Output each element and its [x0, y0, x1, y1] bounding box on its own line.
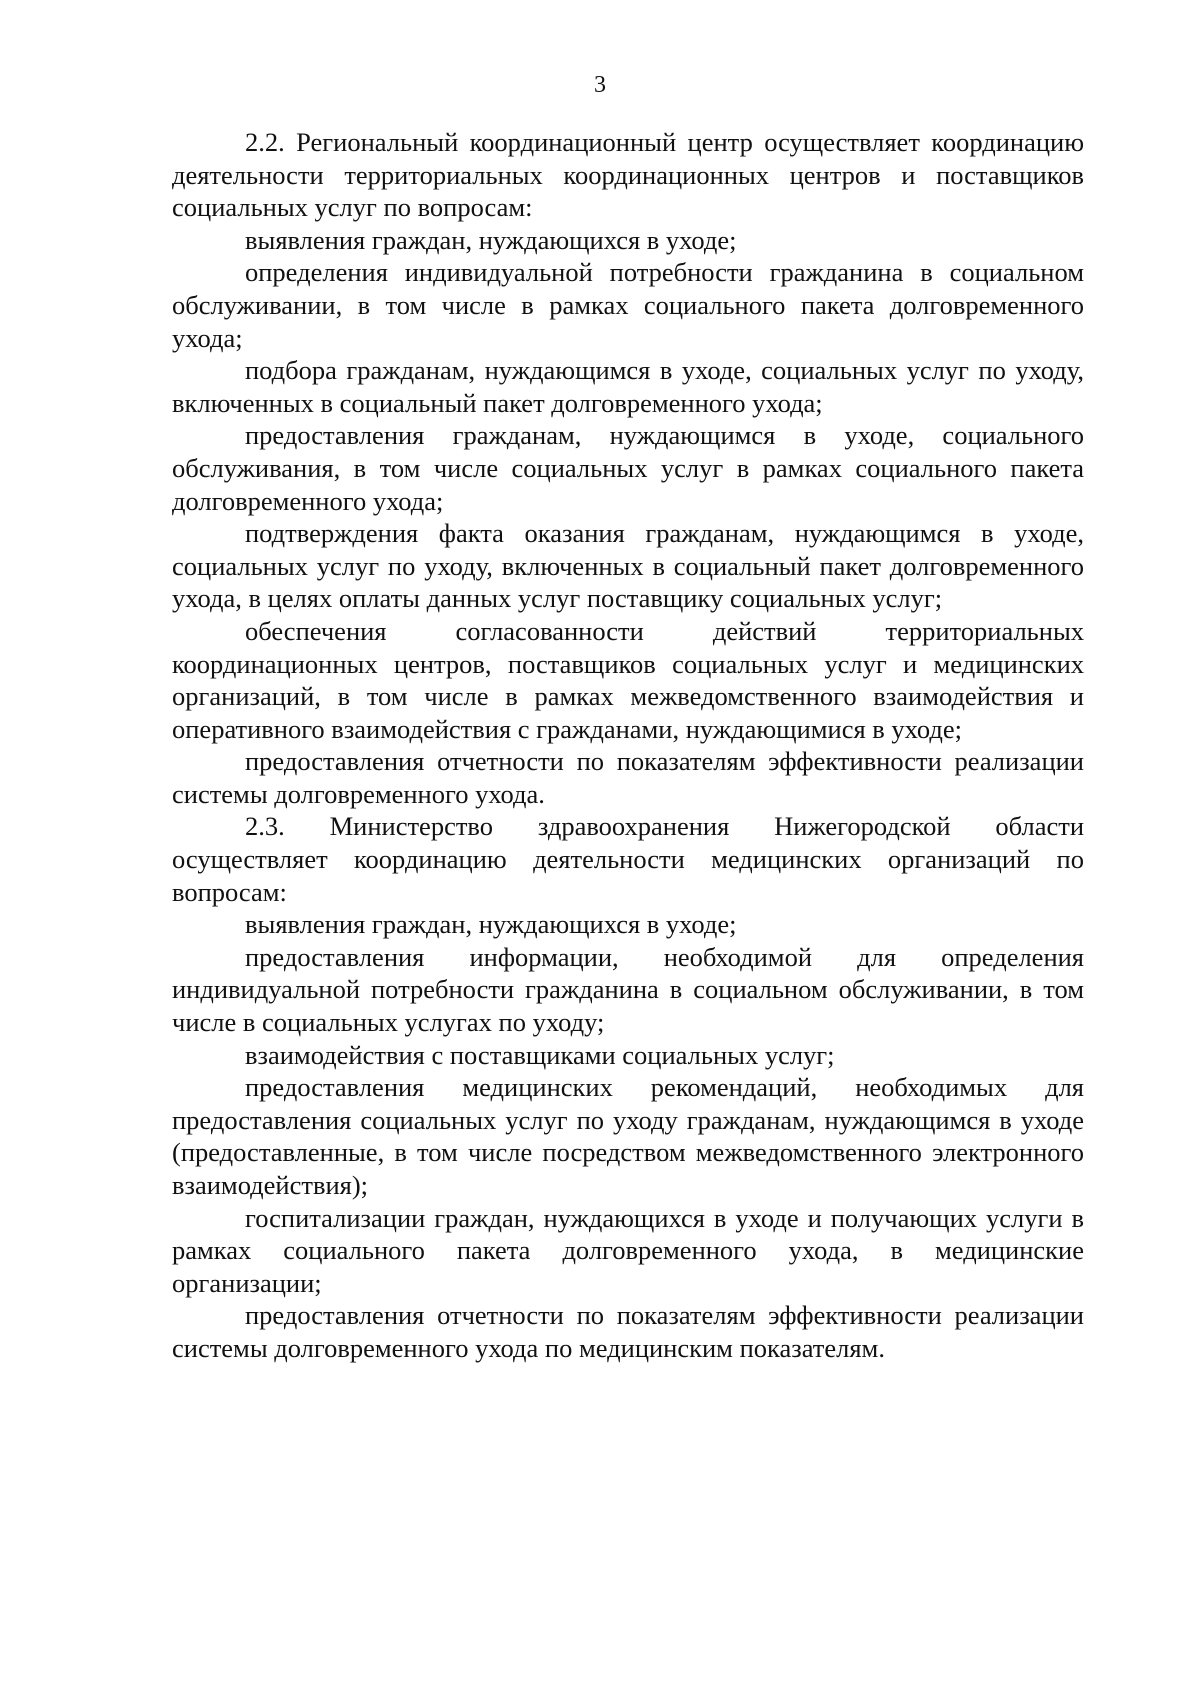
list-item: предоставления отчетности по показателям эффективности реализации системы долговременного ухода по медицинским показателям. [172, 1300, 1084, 1363]
list-item: госпитализации граждан, нуждающихся в уходе и получающих услуги в рамках социального пакета долговременного ухода, в медицинские организации; [172, 1202, 1084, 1298]
section-2-3-heading: 2.3. Министерство здравоохранения Нижегородской области осуществляет координацию деятельности медицинских организаций по вопросам: [172, 811, 1084, 907]
list-item: выявления граждан, нуждающихся в уходе; [245, 909, 737, 940]
list-item: предоставления информации, необходимой для определения индивидуальной потребности гражданина в социальном обслуживании, в том числе в социальных услугах по уходу; [172, 941, 1084, 1038]
list-item: выявления граждан, нуждающихся в уходе; [245, 224, 737, 255]
list-item: определения индивидуальной потребности гражданина в социальном обслуживании, в том числе в рамках социального пакета долговременного ухода; [172, 257, 1084, 353]
list-item: предоставления отчетности по показателям эффективности реализации системы долговременного ухода. [172, 746, 1084, 809]
document-body [172, 126, 1084, 1365]
list-item: подбора гражданам, нуждающимся в уходе, социальных услуг по уходу, включенных в социальный пакет долговременного ухода; [172, 355, 1084, 418]
list-item: предоставления медицинских рекомендаций, необходимых для предоставления социальных услуг по уходу гражданам, нуждающимся в уходе (предоставленные, в том числе посредством межведомственного электронного взаимодействия); [172, 1072, 1084, 1200]
list-item: взаимодействия с поставщиками социальных услуг; [245, 1039, 835, 1070]
section-2-2-heading: 2.2. Региональный координационный центр осуществляет координацию деятельности территориальных координационных центров и поставщиков социальных услуг по вопросам: [172, 127, 1084, 223]
list-item: подтверждения факта оказания гражданам, нуждающимся в уходе, социальных услуг по уходу, включенных в социальный пакет долговременного ухода, в целях оплаты данных услуг поставщику социальных услуг; [172, 518, 1084, 614]
list-item: предоставления гражданам, нуждающимся в уходе, социального обслуживания, в том числе социальных услуг в рамках социального пакета долговременного ухода; [172, 420, 1084, 516]
page-number: 3 [594, 72, 606, 98]
list-item: обеспечения согласованности действий территориальных координационных центров, поставщиков социальных услуг и медицинских организаций, в том числе в рамках межведомственного взаимодействия и оперативного взаимодействия с гражданами, нуждающимися в уходе; [172, 615, 1084, 744]
